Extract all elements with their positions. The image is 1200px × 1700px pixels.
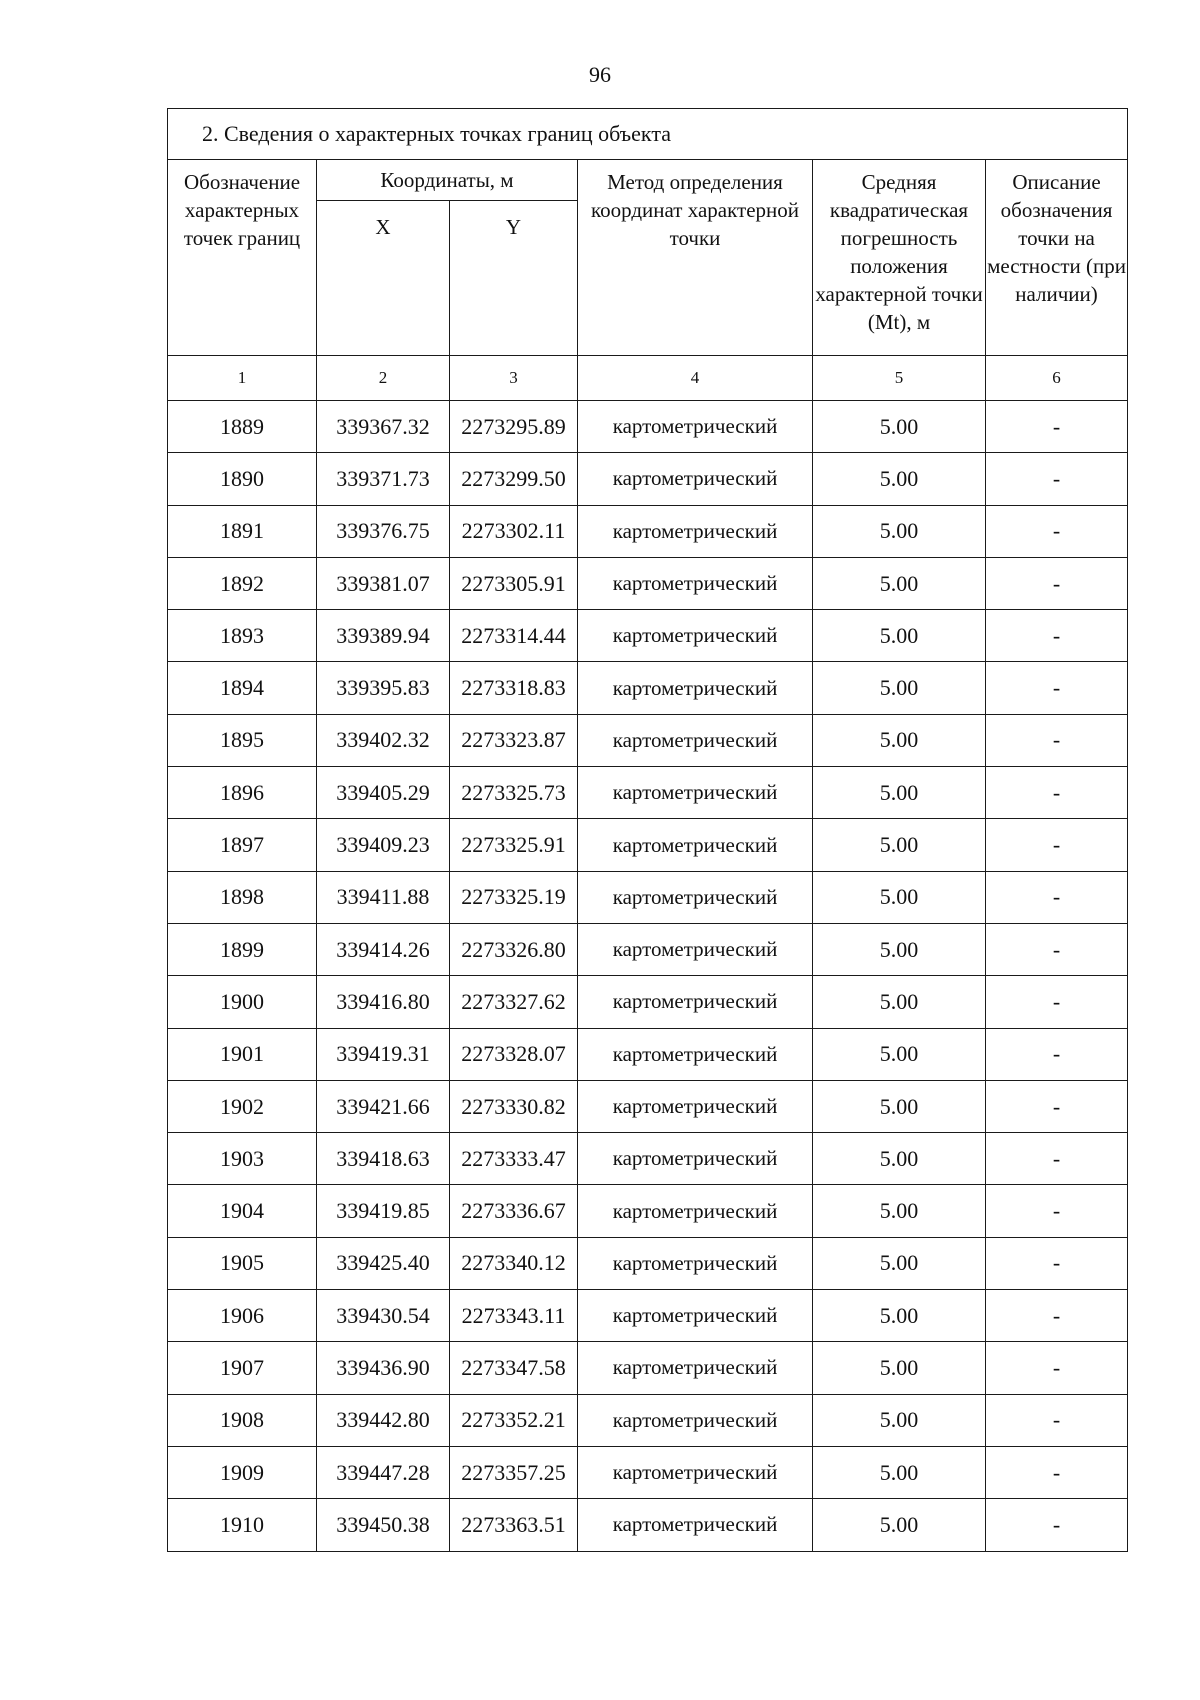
coordinate-x-cell: 339409.23: [317, 819, 450, 871]
coordinate-x-cell: 339421.66: [317, 1080, 450, 1132]
error-cell: 5.00: [813, 767, 986, 819]
table-row: [168, 662, 1128, 714]
table-body: [168, 401, 1128, 1552]
description-cell: -: [986, 1394, 1128, 1446]
table-row: [168, 1028, 1128, 1080]
column-numbers-row: [168, 356, 1128, 401]
method-cell: картометрический: [578, 453, 813, 505]
coordinate-x-cell: 339425.40: [317, 1237, 450, 1289]
table-row: [168, 1394, 1128, 1446]
table-row: [168, 1499, 1128, 1551]
coordinate-y-cell: 2273325.19: [450, 871, 578, 923]
point-designation-cell: 1896: [168, 767, 317, 819]
coordinate-y-cell: 2273343.11: [450, 1290, 578, 1342]
error-cell: 5.00: [813, 1342, 986, 1394]
header-coordinates: Координаты, м: [317, 160, 578, 201]
point-designation-cell: 1899: [168, 923, 317, 975]
coordinate-x-cell: 339419.31: [317, 1028, 450, 1080]
error-cell: 5.00: [813, 819, 986, 871]
error-cell: 5.00: [813, 976, 986, 1028]
point-designation-cell: 1890: [168, 453, 317, 505]
column-number: 2: [317, 356, 450, 401]
coordinate-x-cell: 339389.94: [317, 610, 450, 662]
method-cell: картометрический: [578, 1499, 813, 1551]
coordinate-y-cell: 2273340.12: [450, 1237, 578, 1289]
coordinate-y-cell: 2273333.47: [450, 1133, 578, 1185]
table-row: [168, 610, 1128, 662]
description-cell: -: [986, 1342, 1128, 1394]
point-designation-cell: 1897: [168, 819, 317, 871]
point-designation-cell: 1907: [168, 1342, 317, 1394]
error-cell: 5.00: [813, 610, 986, 662]
coordinate-y-cell: 2273302.11: [450, 505, 578, 557]
coordinate-x-cell: 339367.32: [317, 401, 450, 453]
point-designation-cell: 1894: [168, 662, 317, 714]
table-row: [168, 1342, 1128, 1394]
coordinate-y-cell: 2273363.51: [450, 1499, 578, 1551]
column-number: 6: [986, 356, 1128, 401]
header-description: Описание обозначения точки на местности (при наличии): [986, 160, 1128, 356]
point-designation-cell: 1893: [168, 610, 317, 662]
error-cell: 5.00: [813, 714, 986, 766]
coordinate-x-cell: 339414.26: [317, 923, 450, 975]
description-cell: -: [986, 557, 1128, 609]
coordinate-y-cell: 2273347.58: [450, 1342, 578, 1394]
table-row: [168, 401, 1128, 453]
point-designation-cell: 1898: [168, 871, 317, 923]
table-row: [168, 976, 1128, 1028]
column-number: 4: [578, 356, 813, 401]
coordinate-y-cell: 2273323.87: [450, 714, 578, 766]
method-cell: картометрический: [578, 923, 813, 975]
point-designation-cell: 1902: [168, 1080, 317, 1132]
page-number: 96: [589, 62, 611, 87]
table-row: [168, 1185, 1128, 1237]
description-cell: -: [986, 923, 1128, 975]
description-cell: -: [986, 453, 1128, 505]
point-designation-cell: 1889: [168, 401, 317, 453]
point-designation-cell: 1900: [168, 976, 317, 1028]
error-cell: 5.00: [813, 1185, 986, 1237]
error-cell: 5.00: [813, 1237, 986, 1289]
table-row: [168, 1237, 1128, 1289]
coordinate-y-cell: 2273299.50: [450, 453, 578, 505]
method-cell: картометрический: [578, 610, 813, 662]
description-cell: -: [986, 1185, 1128, 1237]
coordinate-x-cell: 339430.54: [317, 1290, 450, 1342]
error-cell: 5.00: [813, 1394, 986, 1446]
table-row: [168, 505, 1128, 557]
description-cell: -: [986, 1499, 1128, 1551]
table-row: [168, 714, 1128, 766]
table-row: [168, 1446, 1128, 1498]
method-cell: картометрический: [578, 976, 813, 1028]
coordinate-y-cell: 2273325.73: [450, 767, 578, 819]
error-cell: 5.00: [813, 1446, 986, 1498]
description-cell: -: [986, 767, 1128, 819]
header-designation: Обозначение характерных точек границ: [168, 160, 317, 356]
coordinate-x-cell: 339436.90: [317, 1342, 450, 1394]
coordinate-y-cell: 2273295.89: [450, 401, 578, 453]
coordinate-x-cell: 339405.29: [317, 767, 450, 819]
method-cell: картометрический: [578, 819, 813, 871]
description-cell: -: [986, 1028, 1128, 1080]
description-cell: -: [986, 1237, 1128, 1289]
point-designation-cell: 1904: [168, 1185, 317, 1237]
description-cell: -: [986, 1446, 1128, 1498]
error-cell: 5.00: [813, 871, 986, 923]
error-cell: 5.00: [813, 923, 986, 975]
description-cell: -: [986, 714, 1128, 766]
method-cell: картометрический: [578, 871, 813, 923]
table-row: [168, 1290, 1128, 1342]
coordinate-y-cell: 2273352.21: [450, 1394, 578, 1446]
point-designation-cell: 1892: [168, 557, 317, 609]
method-cell: картометрический: [578, 1133, 813, 1185]
description-cell: -: [986, 505, 1128, 557]
coordinate-x-cell: 339447.28: [317, 1446, 450, 1498]
method-cell: картометрический: [578, 1080, 813, 1132]
coordinate-x-cell: 339411.88: [317, 871, 450, 923]
point-designation-cell: 1903: [168, 1133, 317, 1185]
point-designation-cell: 1909: [168, 1446, 317, 1498]
table-row: [168, 453, 1128, 505]
error-cell: 5.00: [813, 1499, 986, 1551]
coordinate-x-cell: 339381.07: [317, 557, 450, 609]
description-cell: -: [986, 1290, 1128, 1342]
description-cell: -: [986, 976, 1128, 1028]
error-cell: 5.00: [813, 662, 986, 714]
description-cell: -: [986, 1080, 1128, 1132]
coordinate-y-cell: 2273314.44: [450, 610, 578, 662]
coordinate-x-cell: 339418.63: [317, 1133, 450, 1185]
point-designation-cell: 1891: [168, 505, 317, 557]
table-row: [168, 871, 1128, 923]
method-cell: картометрический: [578, 662, 813, 714]
coordinate-y-cell: 2273328.07: [450, 1028, 578, 1080]
description-cell: -: [986, 871, 1128, 923]
error-cell: 5.00: [813, 1028, 986, 1080]
coordinate-y-cell: 2273305.91: [450, 557, 578, 609]
description-cell: -: [986, 401, 1128, 453]
method-cell: картометрический: [578, 1342, 813, 1394]
coordinate-x-cell: 339416.80: [317, 976, 450, 1028]
point-designation-cell: 1906: [168, 1290, 317, 1342]
coordinate-y-cell: 2273336.67: [450, 1185, 578, 1237]
coordinate-y-cell: 2273326.80: [450, 923, 578, 975]
table-row: [168, 819, 1128, 871]
table-row: [168, 923, 1128, 975]
error-cell: 5.00: [813, 1290, 986, 1342]
boundary-points-table: [167, 108, 1128, 1552]
description-cell: -: [986, 610, 1128, 662]
header-method: Метод определения координат характерной точки: [578, 160, 813, 356]
column-number: 1: [168, 356, 317, 401]
table-row: [168, 1080, 1128, 1132]
coordinate-x-cell: 339371.73: [317, 453, 450, 505]
method-cell: картометрический: [578, 1290, 813, 1342]
method-cell: картометрический: [578, 714, 813, 766]
method-cell: картометрический: [578, 767, 813, 819]
method-cell: картометрический: [578, 505, 813, 557]
coordinate-y-cell: 2273357.25: [450, 1446, 578, 1498]
coordinate-x-cell: 339395.83: [317, 662, 450, 714]
coordinate-y-cell: 2273327.62: [450, 976, 578, 1028]
point-designation-cell: 1910: [168, 1499, 317, 1551]
method-cell: картометрический: [578, 557, 813, 609]
column-number: 3: [450, 356, 578, 401]
coordinate-x-cell: 339402.32: [317, 714, 450, 766]
header-error: Средняя квадратическая погрешность положения характерной точки (Mt), м: [813, 160, 986, 356]
point-designation-cell: 1905: [168, 1237, 317, 1289]
method-cell: картометрический: [578, 1446, 813, 1498]
description-cell: -: [986, 1133, 1128, 1185]
coordinate-y-cell: 2273325.91: [450, 819, 578, 871]
method-cell: картометрический: [578, 1028, 813, 1080]
method-cell: картометрический: [578, 1237, 813, 1289]
column-number: 5: [813, 356, 986, 401]
method-cell: картометрический: [578, 1185, 813, 1237]
header-x: X: [317, 201, 450, 356]
coordinate-x-cell: 339442.80: [317, 1394, 450, 1446]
coordinate-y-cell: 2273330.82: [450, 1080, 578, 1132]
point-designation-cell: 1908: [168, 1394, 317, 1446]
error-cell: 5.00: [813, 1133, 986, 1185]
method-cell: картометрический: [578, 1394, 813, 1446]
error-cell: 5.00: [813, 1080, 986, 1132]
description-cell: -: [986, 662, 1128, 714]
coordinate-y-cell: 2273318.83: [450, 662, 578, 714]
point-designation-cell: 1901: [168, 1028, 317, 1080]
error-cell: 5.00: [813, 557, 986, 609]
error-cell: 5.00: [813, 453, 986, 505]
table-row: [168, 767, 1128, 819]
error-cell: 5.00: [813, 505, 986, 557]
coordinate-x-cell: 339419.85: [317, 1185, 450, 1237]
coordinate-x-cell: 339376.75: [317, 505, 450, 557]
coordinate-x-cell: 339450.38: [317, 1499, 450, 1551]
method-cell: картометрический: [578, 401, 813, 453]
description-cell: -: [986, 819, 1128, 871]
section-title: 2. Сведения о характерных точках границ объекта: [168, 109, 1128, 160]
table-row: [168, 557, 1128, 609]
error-cell: 5.00: [813, 401, 986, 453]
table-row: [168, 1133, 1128, 1185]
header-y: Y: [450, 201, 578, 356]
point-designation-cell: 1895: [168, 714, 317, 766]
